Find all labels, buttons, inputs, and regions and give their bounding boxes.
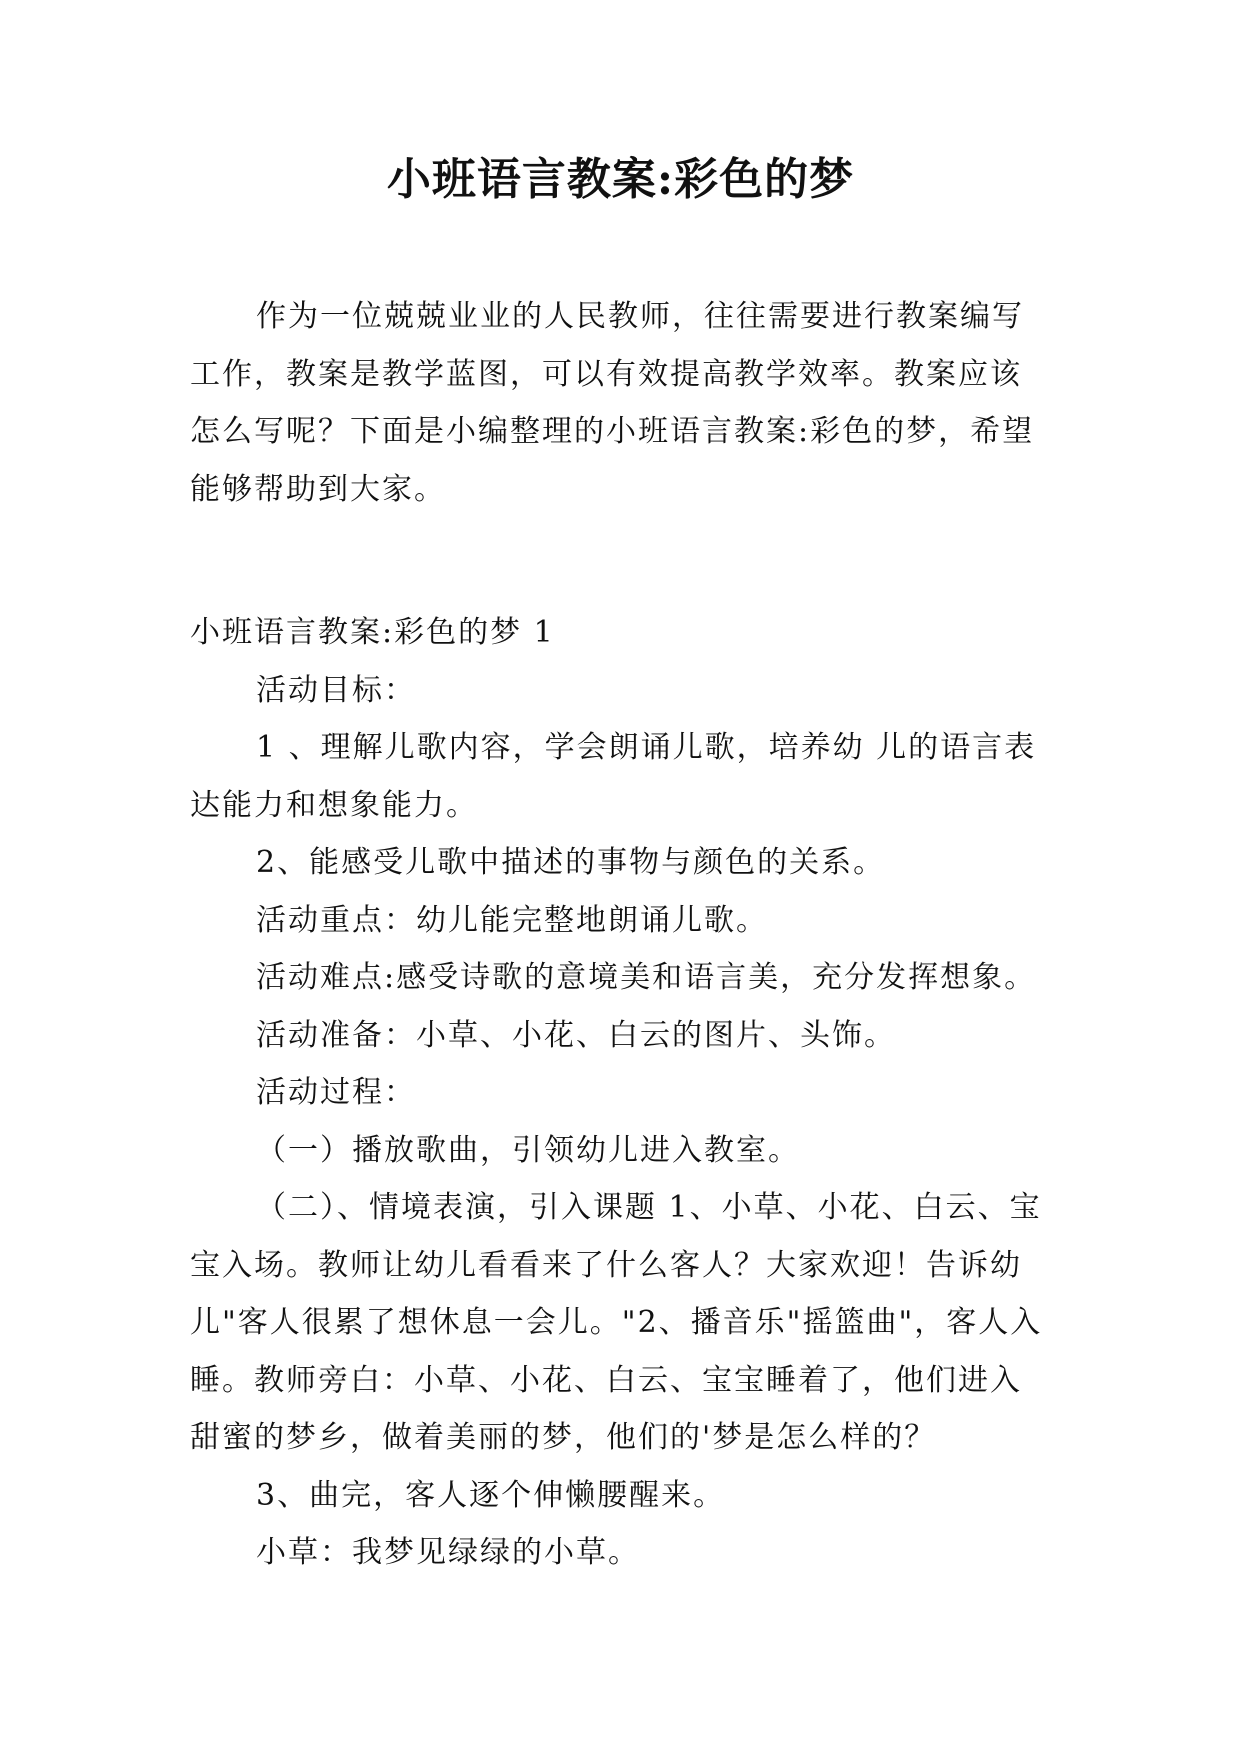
document-body [190,288,1050,1582]
section-heading: 小班语言教案:彩色的梦 1 [190,615,555,650]
activity-process-heading: 活动过程： [256,1075,416,1110]
intro-paragraph: 作为一位兢兢业业的人民教师，往往需要进行教案编写工作，教案是教学蓝图，可以有效提高教学效率。教案应该怎么写呢？下面是小编整理的小班语言教案:彩色的梦，希望能够帮助到大家。 [190,299,1035,507]
activity-preparation: 活动准备：小草、小花、白云的图片、头饰。 [256,1017,896,1053]
process-step-1: （一）播放歌曲，引领幼儿进入教室。 [256,1132,800,1168]
grass-line: 小草：我梦见绿绿的小草。 [256,1535,640,1570]
paragraph-gap [190,518,1050,604]
goal-item-2: 2、能感受儿歌中描述的事物与颜色的关系。 [256,845,886,880]
document-title: 小班语言教案:彩色的梦 [386,154,855,205]
process-step-3: 3、曲完，客人逐个伸懒腰醒来。 [256,1477,726,1513]
process-step-2: （二）、情境表演，引入课题 1、小草、小花、白云、宝宝入场。教师让幼儿看看来了什么客人？大家欢迎！告诉幼儿"客人很累了想休息一会儿。"2、播音乐"摇篮曲"，客人入睡。教师旁白：小草、小花、白云、宝宝睡着了，他们进入甜蜜的梦乡，做着美丽的梦，他们的'梦是怎么样的？ [190,1190,1043,1455]
activity-difficulty: 活动难点:感受诗歌的意境美和语言美，充分发挥想象。 [256,960,1037,995]
goal-item-1: 1 、理解儿歌内容，学会朗诵儿歌，培养幼 儿的语言表达能力和想象能力。 [190,730,1037,823]
activity-key-point: 活动重点：幼儿能完整地朗诵儿歌。 [256,902,768,938]
activity-goals-heading: 活动目标： [256,672,416,708]
